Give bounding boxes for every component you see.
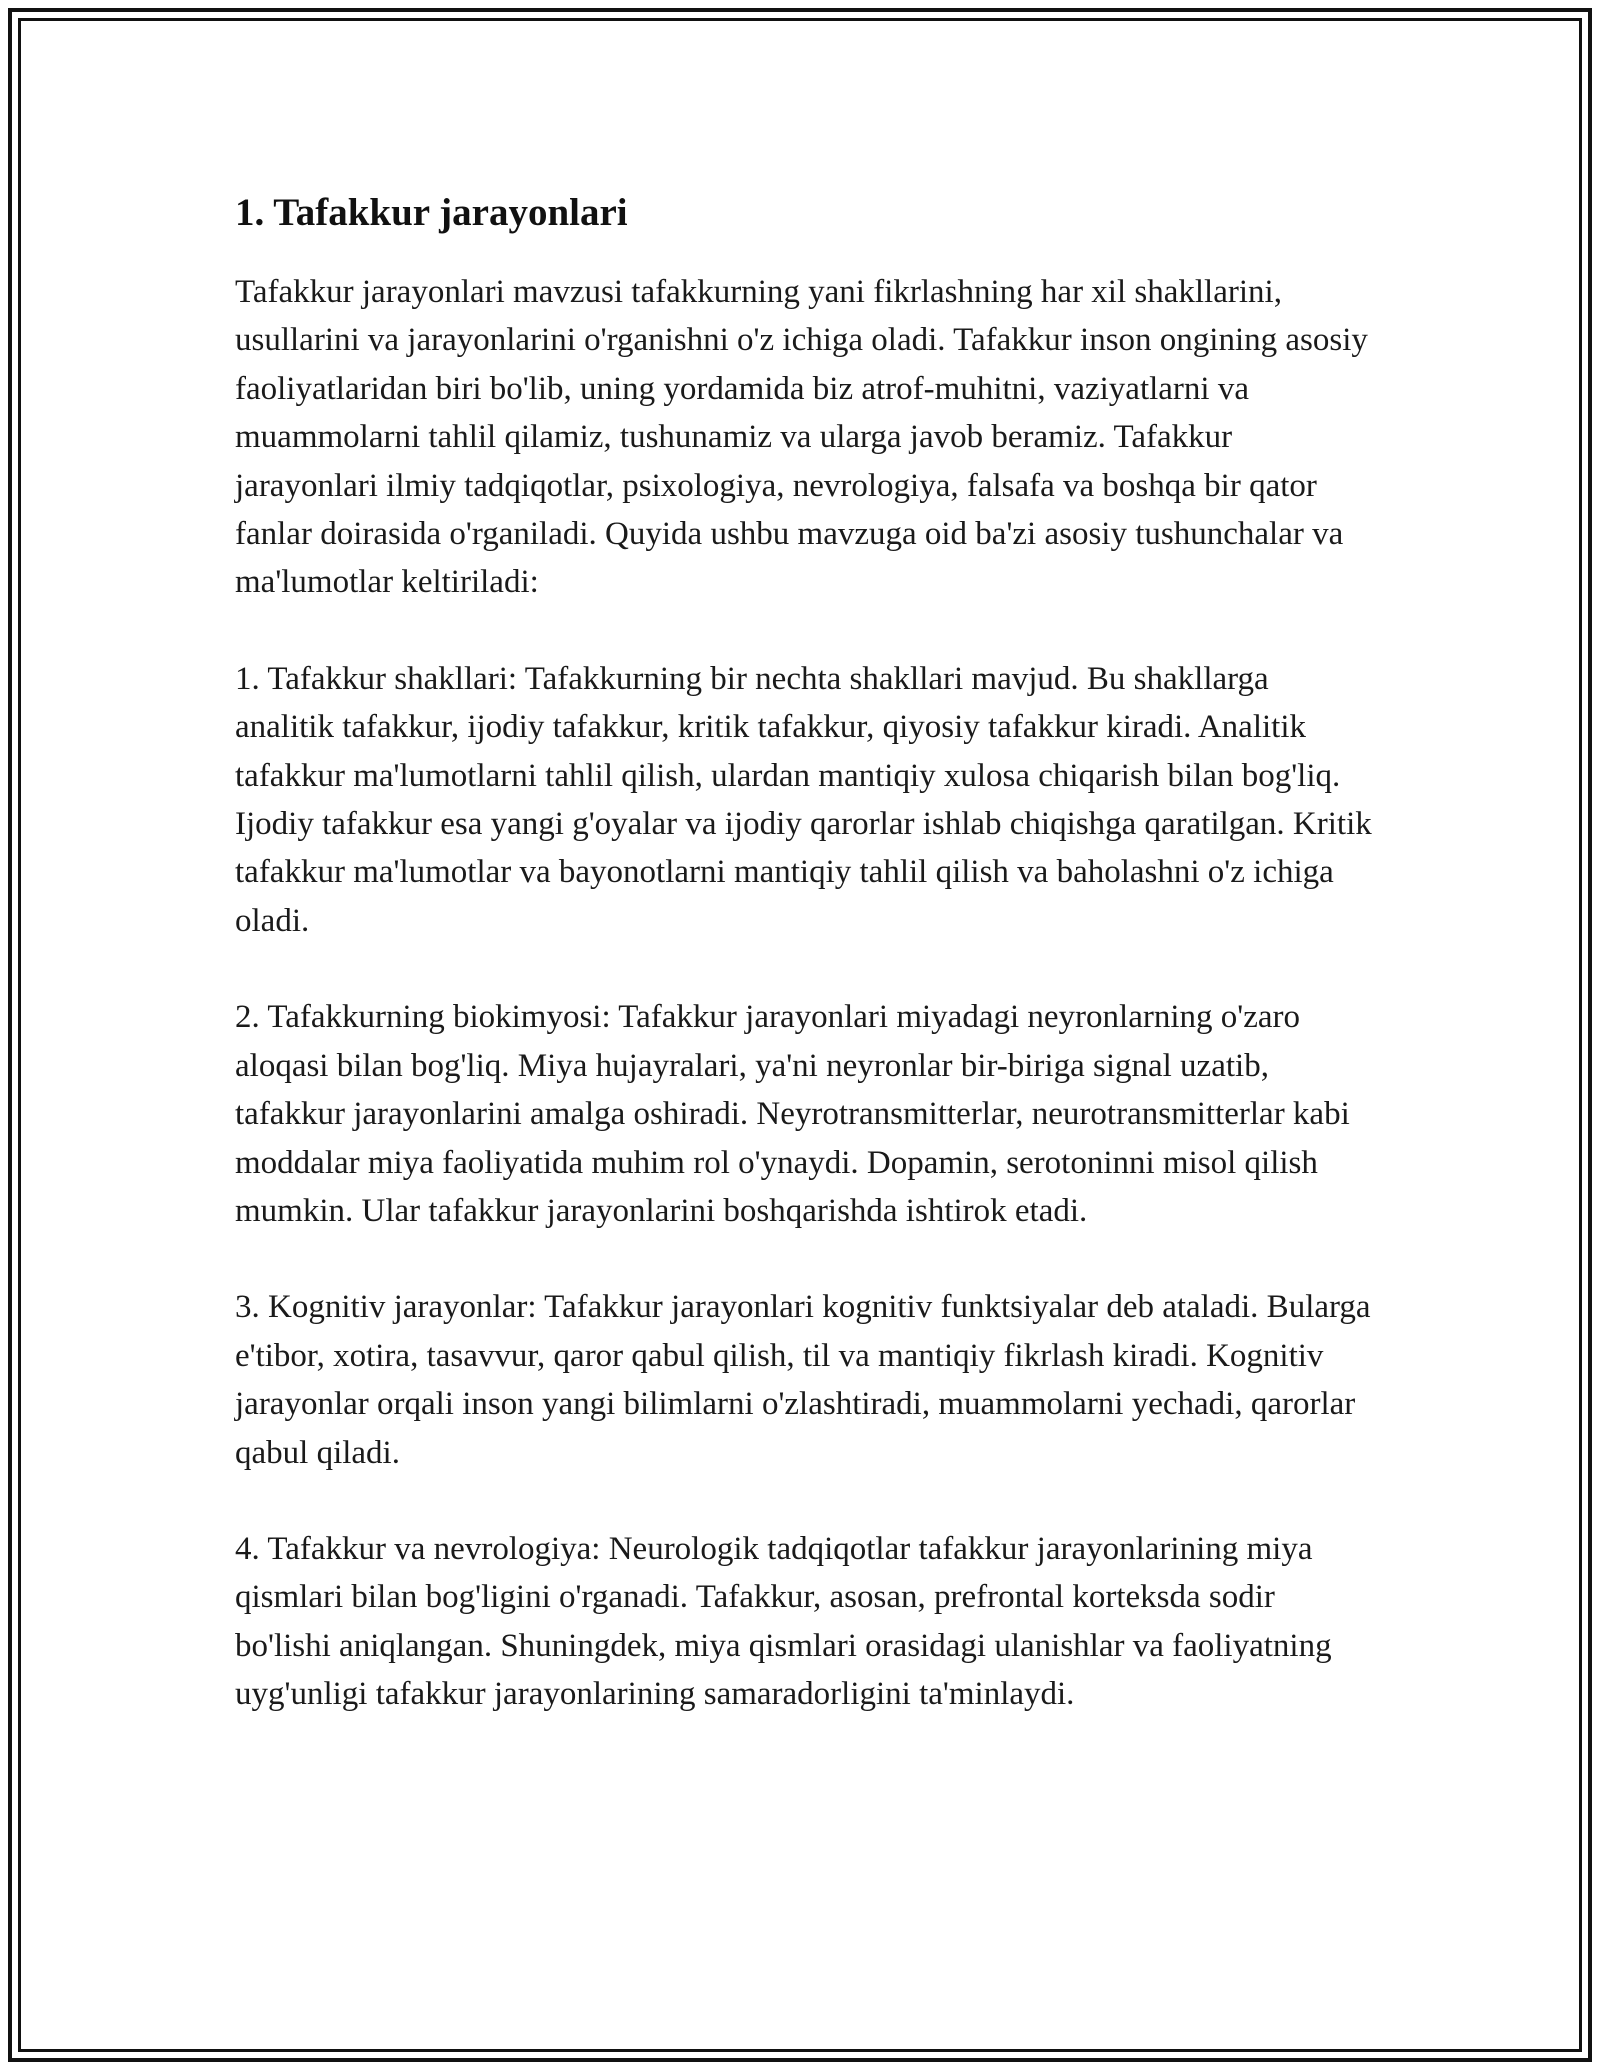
intro-paragraph: Tafakkur jarayonlari mavzusi tafakkurning yani fikrlashning har xil shakllarini, usullarini va jarayonlarini o'rganishni o'z ichiga oladi. Tafakkur inson ongining asosiy faoliyatlaridan biri bo'lib, uning yordamida biz atrof-muhitni, vaziyatlarni va muammolarni tahlil qilamiz, tushunamiz va ularga javob beramiz. Tafakkur jarayonlari ilmiy tadqiqotlar, psixologiya, nevrologiya, falsafa va boshqa bir qator fanlar doirasida o'rganiladi. Quyida ushbu mavzuga oid ba'zi asosiy tushunchalar va ma'lumotlar keltiriladi: <box>235 274 1368 601</box>
document-title: 1. Tafakkur jarayonlari <box>235 191 628 234</box>
paragraph-biokimyosi: 2. Tafakkurning biokimyosi: Tafakkur jarayonlari miyadagi neyronlarning o'zaro aloqasi bilan bog'liq. Miya hujayralari, ya'ni neyronlar bir-biriga signal uzatib, tafakkur jarayonlarini amalga oshiradi. Neyrotransmitterlar, neurotransmitterlar kabi moddalar miya faoliyatida muhim rol o'ynaydi. Dopamin, serotoninni misol qilish mumkin. Ular tafakkur jarayonlarini boshqarishda ishtirok etadi. <box>235 999 1350 1229</box>
paragraph-kognitiv-jarayonlar: 3. Kognitiv jarayonlar: Tafakkur jarayonlari kognitiv funktsiyalar deb ataladi. Bularga e'tibor, xotira, tasavvur, qaror qabul qilish, til va mantiqiy fikrlash kiradi. Kognitiv jarayonlar orqali inson yangi bilimlarni o'zlashtiradi, muammolarni yechadi, qarorlar qabul qiladi. <box>235 1289 1371 1471</box>
paragraph-nevrologiya: 4. Tafakkur va nevrologiya: Neurologik tadqiqotlar tafakkur jarayonlarining miya qismlari bilan bog'ligini o'rganadi. Tafakkur, asosan, prefrontal korteksda sodir bo'lishi aniqlangan. Shuningdek, miya qismlari orasidagi ulanishlar va faoliyatning uyg'unligi tafakkur jarayonlarining samaradorligini ta'minlaydi. <box>235 1530 1332 1713</box>
paragraph-tafakkur-shakllari: 1. Tafakkur shakllari: Tafakkurning bir nechta shakllari mavjud. Bu shakllarga analitik tafakkur, ijodiy tafakkur, kritik tafakkur, qiyosiy tafakkur kiradi. Analitik tafakkur ma'lumotlarni tahlil qilish, ulardan mantiqiy xulosa chiqarish bilan bog'liq. Ijodiy tafakkur esa yangi g'oyalar va ijodiy qarorlar ishlab chiqishga qaratilgan. Kritik tafakkur ma'lumotlar va bayonotlarni mantiqiy tahlil qilish va baholashni o'z ichiga oladi. <box>235 660 1372 939</box>
document-body <box>235 186 1375 1767</box>
